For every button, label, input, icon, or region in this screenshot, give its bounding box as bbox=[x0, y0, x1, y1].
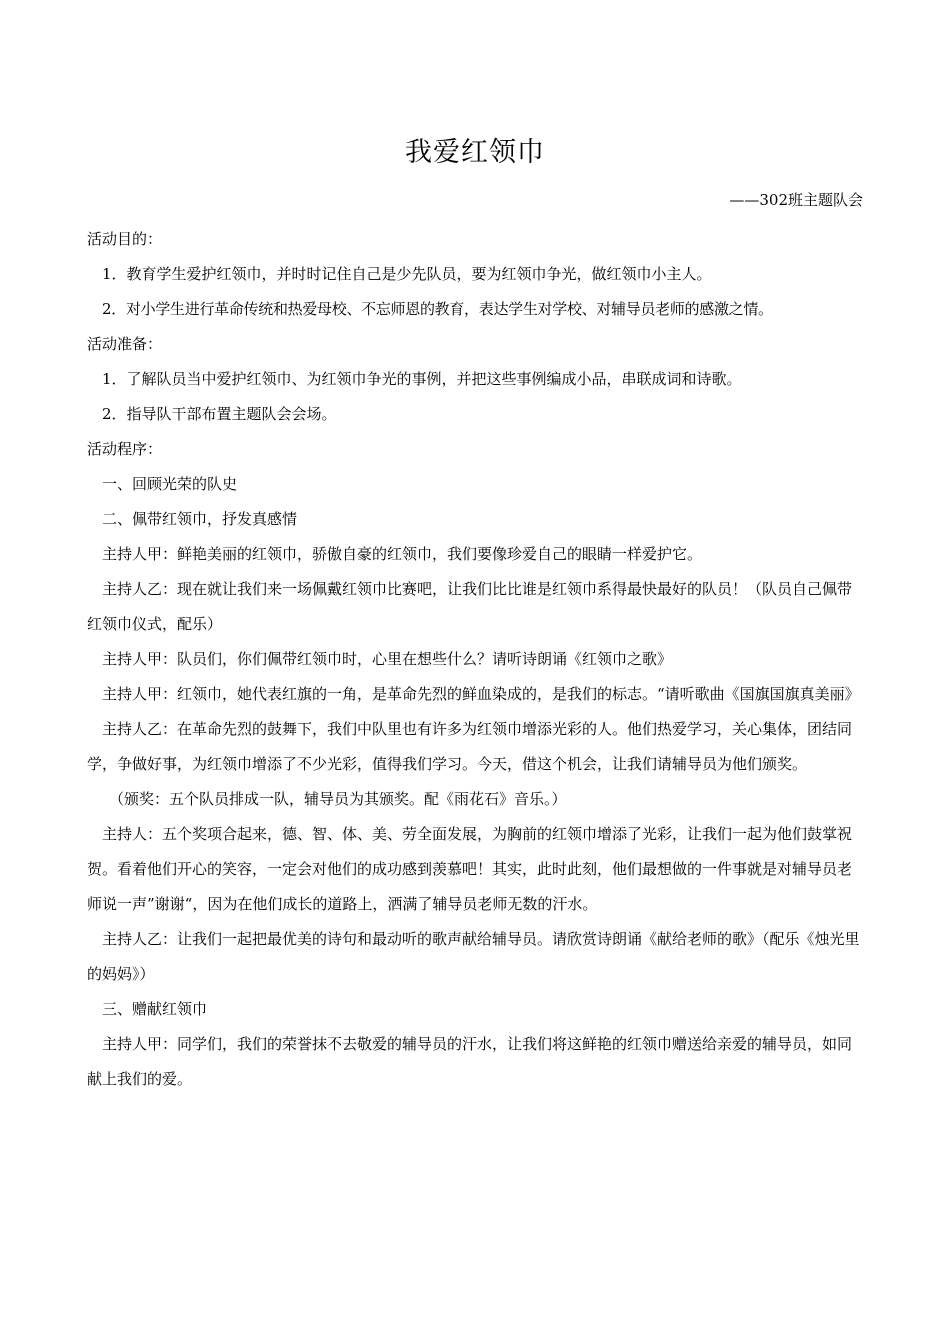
purpose-item-2: 2．对小学生进行革命传统和热爱母校、不忘师恩的教育，表达学生对学校、对辅导员老师的感激之情。 bbox=[102, 300, 773, 318]
procedure-part-3: 三、赠献红领巾 bbox=[102, 1000, 208, 1018]
section-heading-preparation: 活动准备： bbox=[87, 335, 163, 353]
dialogue-paragraph: 主持人甲：同学们，我们的荣誉抹不去敬爱的辅导员的汗水，让我们将这鲜艳的红领巾赠送给亲爱的辅导员，如同献上我们的爱。 bbox=[87, 1035, 853, 1088]
dialogue-paragraph: 主持人乙：现在就让我们来一场佩戴红领巾比赛吧，让我们比比谁是红领巾系得最快最好的队员！（队员自己佩带红领巾仪式，配乐） bbox=[87, 580, 853, 633]
procedure-part-2: 二、佩带红领巾，抒发真感情 bbox=[102, 510, 298, 528]
dialogue-paragraph: 主持人：五个奖项合起来，德、智、体、美、劳全面发展，为胸前的红领巾增添了光彩，让我们一起为他们鼓掌祝贺。看着他们开心的笑容，一定会对他们的成功感到羡慕吧！其实，此时此刻，他们最想做的一件事就是对辅导员老师说一声”谢谢“，因为在他们成长的道路上，洒满了辅导员老师无数的汗水。 bbox=[87, 825, 853, 913]
dialogue-paragraph: 主持人甲：红领巾，她代表红旗的一角，是革命先烈的鲜血染成的，是我们的标志。“请听歌曲《国旗国旗真美丽》 bbox=[102, 685, 860, 703]
page-title: 我爱红领巾 bbox=[405, 137, 545, 168]
stage-note: （颁奖：五个队员排成一队，辅导员为其颁奖。配《雨花石》音乐。） bbox=[109, 790, 567, 808]
purpose-item-1: 1．教育学生爱护红领巾，并时时记住自己是少先队员，要为红领巾争光，做红领巾小主人。 bbox=[102, 265, 712, 283]
procedure-part-1: 一、回顾光荣的队史 bbox=[102, 475, 238, 493]
dialogue-paragraph: 主持人甲：队员们，你们佩带红领巾时，心里在想些什么？请听诗朗诵《红领巾之歌》 bbox=[102, 650, 673, 668]
preparation-item-2: 2．指导队干部布置主题队会会场。 bbox=[102, 405, 337, 423]
document-body bbox=[87, 222, 863, 1097]
section-heading-procedure: 活动程序： bbox=[87, 440, 163, 458]
preparation-item-1: 1．了解队员当中爱护红领巾、为红领巾争光的事例，并把这些事例编成小品，串联成词和诗歌。 bbox=[102, 370, 742, 388]
section-heading-purpose: 活动目的： bbox=[87, 230, 163, 248]
dialogue-paragraph: 主持人乙：让我们一起把最优美的诗句和最动听的歌声献给辅导员。请欣赏诗朗诵《献给老师的歌》（配乐《烛光里的妈妈》） bbox=[87, 930, 860, 983]
dialogue-paragraph: 主持人甲：鲜艳美丽的红领巾，骄傲自豪的红领巾，我们要像珍爱自己的眼睛一样爱护它。 bbox=[102, 545, 703, 563]
dialogue-paragraph: 主持人乙：在革命先烈的鼓舞下，我们中队里也有许多为红领巾增添光彩的人。他们热爱学习，关心集体，团结同学，争做好事，为红领巾增添了不少光彩，值得我们学习。今天，借这个机会，让我们请辅导员为他们颁奖。 bbox=[87, 720, 853, 773]
page-subtitle: ——302班主题队会 bbox=[729, 191, 863, 209]
